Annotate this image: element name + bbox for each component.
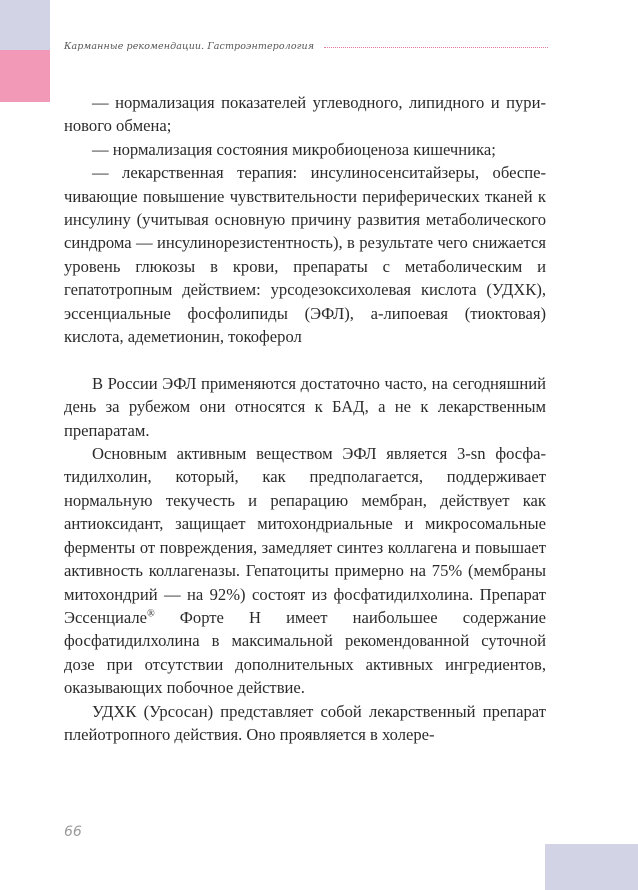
paragraph-5-part-2: Форте Н имеет наибольшее содержание фосфатидилхолина в максимальной рекомендованной суточной дозе при отсутствии дополнительных активных ингредиентов, оказывающих побочное действие. (64, 607, 546, 698)
paragraph-3: — лекарственная терапия: инсулиносенситайзеры, обеспечивающие повышение чувствительности периферических тканей к инсулину (учитывая основную причину развития метаболического синдрома — инсулинорезистентность), в результате чего снижается уровень глюкозы в крови, препараты с метаболическим и гепатотропным действием: урсодезоксихолевая кислота (УДХК), эссенциальные фосфолипиды (ЭФЛ), a-липоевая (тиоктовая) кислота, адеметионин, токоферол (64, 163, 546, 347)
paragraph-5 (64, 442, 546, 699)
registered-mark: ® (147, 608, 155, 620)
paragraph-6: УДХК (Урсосан) представляет собой лекарственный препарат плейотропного действия. Оно проявляется в холере- (64, 701, 546, 744)
paragraph-4: В России ЭФЛ применяются достаточно часто, на сегодняшний день за рубежом они относятся к БАД, а не к лекарственным препаратам. (64, 373, 546, 440)
corner-tab-lavender (0, 0, 50, 50)
running-header (64, 41, 548, 52)
section-tab-pink (0, 50, 50, 102)
paragraph-2: — нормализация состояния микробиоценоза кишечника; (92, 139, 496, 159)
paragraph-5-part-1: Основным активным веществом ЭФЛ является 3-sn фосфатидилхолин, который, как предполагается, поддерживает нормальную текучесть и репарацию мембран, действует как антиоксидант, защищает митохондриальные и микросомальные ферменты от повреждения, замедляет синтез коллагена и повышает активность коллагеназы. Гепатоциты примерно на 75% (мембраны митохондрий — на 92%) состоят из фосфатидилхолина. Препарат Эссенциале (64, 444, 546, 627)
header-dotted-rule (324, 47, 548, 48)
paragraph-1: — нормализация показателей углеводного, липидного и пуринового обмена; (64, 93, 546, 136)
text-body (64, 91, 546, 746)
corner-tab-lavender-bottom (545, 844, 638, 890)
page-number: 66 (64, 824, 82, 840)
running-title: Карманные рекомендации. Гастроэнтерология (64, 41, 315, 52)
